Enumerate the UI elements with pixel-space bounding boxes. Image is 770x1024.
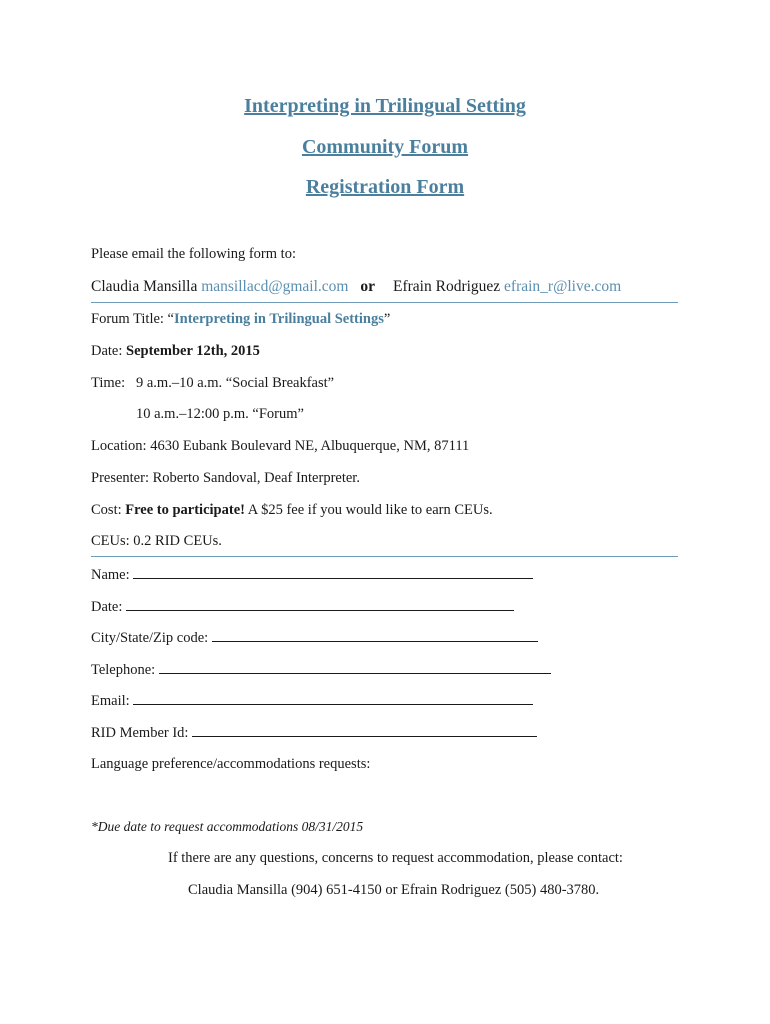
date-field-label: Date: (91, 599, 123, 615)
email-field-row (91, 692, 533, 710)
due-date-note: *Due date to request accommodations 08/31/2015 (91, 819, 364, 834)
cost-row (91, 502, 493, 519)
title-line-2: Community Forum (301, 136, 469, 158)
divider-bottom (91, 556, 678, 557)
email-intro: Please email the following form to: (91, 246, 296, 262)
divider-top (91, 302, 678, 303)
title-line-1: Interpreting in Trilingual Setting (244, 95, 526, 117)
time-label: Time: (91, 375, 126, 391)
questions-text: If there are any questions, concerns to request accommodation, please contact: (168, 850, 623, 866)
forum-title-close: ” (383, 311, 391, 327)
or-label: or (360, 278, 375, 295)
email-field[interactable] (133, 692, 533, 705)
cost-label: Cost: (91, 502, 126, 518)
name-field[interactable] (133, 566, 533, 579)
presenter: Presenter: Roberto Sandoval, Deaf Interpreter. (91, 470, 360, 486)
email-label: Email: (91, 693, 130, 709)
date-field-row (91, 598, 514, 616)
cost-free: Free to participate! (125, 502, 245, 518)
contact-email-1[interactable]: mansillacd@gmail.com (201, 278, 349, 295)
city-label: City/State/Zip code: (91, 630, 209, 646)
date-label: Date: (91, 343, 127, 359)
name-field-row (91, 566, 533, 584)
contact-email-2[interactable]: efrain_r@live.com (504, 278, 622, 295)
forum-title-label: Forum Title: “ (91, 311, 174, 327)
city-state-zip-field[interactable] (212, 629, 538, 642)
time-slot-1: 9 a.m.–10 a.m. “Social Breakfast” (136, 375, 335, 391)
rid-field-row (91, 724, 537, 742)
contact-row (91, 278, 375, 296)
date-row (91, 343, 260, 360)
cost-rest: A $25 fee if you would like to earn CEUs. (244, 502, 493, 518)
telephone-field[interactable] (159, 661, 551, 674)
city-field-row (91, 629, 538, 647)
date-value: September 12th, 2015 (126, 343, 260, 359)
rid-label: RID Member Id: (91, 725, 189, 741)
date-field[interactable] (126, 598, 514, 611)
contact-name-2: Efrain Rodriguez (393, 278, 501, 295)
forum-title-row (91, 311, 390, 328)
title-line-3: Registration Form (305, 176, 465, 198)
contact-row-2 (393, 278, 621, 296)
telephone-field-row (91, 661, 551, 679)
rid-member-id-field[interactable] (192, 724, 537, 737)
contact-line: Claudia Mansilla (904) 651-4150 or Efrain Rodriguez (505) 480-3780. (188, 882, 600, 898)
contact-name-1: Claudia Mansilla (91, 278, 198, 295)
forum-title-value: Interpreting in Trilingual Settings (174, 311, 384, 327)
ceus: CEUs: 0.2 RID CEUs. (91, 533, 222, 549)
time-slot-2: 10 a.m.–12:00 p.m. “Forum” (136, 406, 304, 422)
location: Location: 4630 Eubank Boulevard NE, Albuquerque, NM, 87111 (91, 438, 470, 454)
telephone-label: Telephone: (91, 662, 156, 678)
name-label: Name: (91, 567, 130, 583)
language-preference: Language preference/accommodations requests: (91, 756, 371, 772)
